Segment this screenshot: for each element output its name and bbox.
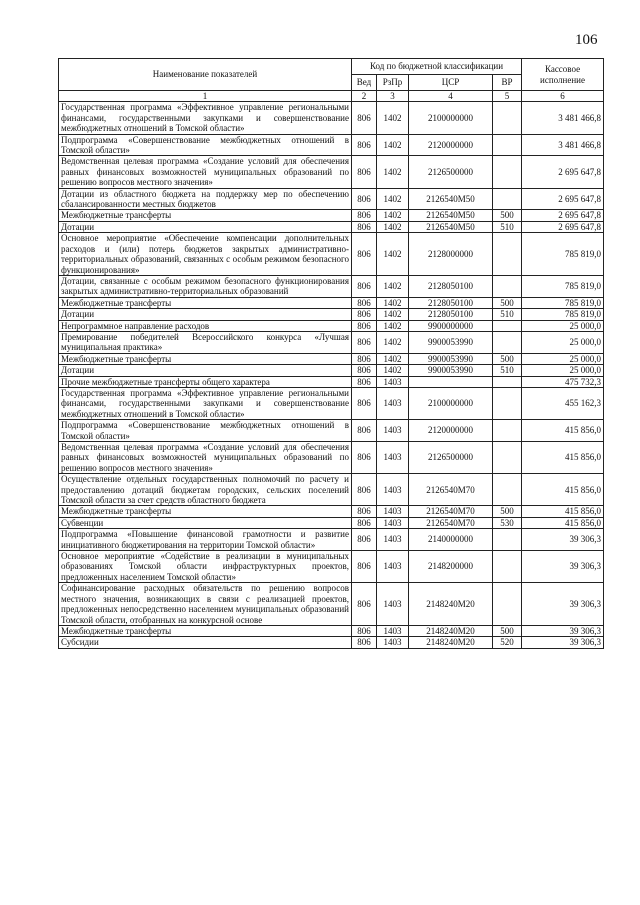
table-row — [59, 625, 604, 636]
row-name: Дотации — [59, 221, 352, 232]
row-csr: 2126540М70 — [409, 517, 493, 528]
row-ved: 806 — [352, 331, 377, 353]
table-row — [59, 442, 604, 474]
table-row — [59, 529, 604, 551]
table-row — [59, 331, 604, 353]
row-vr: 500 — [493, 625, 522, 636]
row-csr: 2148240М20 — [409, 625, 493, 636]
row-ved: 806 — [352, 442, 377, 474]
row-name: Дотации, связанные с особым режимом безопасного функционирования закрытых административно-территориальных образований — [59, 275, 352, 297]
column-number: 5 — [493, 91, 522, 102]
row-name: Государственная программа «Эффективное управление региональными финансами, государственными закупками и совершенствование межбюджетных отношений в Томской области» — [59, 102, 352, 134]
row-name: Софинансирование расходных обязательств по решению вопросов местного значения, возникающих в связи с реализацией проектов, предложенных непосредственно населением муниципальных образований Томской области, отобранных на конкурсной основе — [59, 583, 352, 626]
row-amount: 785 819,0 — [522, 275, 604, 297]
table-row — [59, 506, 604, 517]
row-csr: 2140000000 — [409, 529, 493, 551]
row-amount: 25 000,0 — [522, 365, 604, 376]
row-name: Ведомственная целевая программа «Создание условий для обеспечения равных финансовых возможностей муниципальных образований по решению вопросов местного значения» — [59, 156, 352, 188]
row-name: Подпрограмма «Повышение финансовой грамотности и развитие инициативного бюджетирования на территории Томской области» — [59, 529, 352, 551]
row-csr: 2126540М50 — [409, 210, 493, 221]
row-amount: 2 695 647,8 — [522, 210, 604, 221]
row-vr — [493, 156, 522, 188]
row-amount: 785 819,0 — [522, 309, 604, 320]
row-ved: 806 — [352, 309, 377, 320]
header-name: Наименование показателей — [59, 59, 352, 91]
header-csr: ЦСР — [409, 75, 493, 91]
row-vr — [493, 583, 522, 626]
row-amount: 25 000,0 — [522, 331, 604, 353]
table-row — [59, 353, 604, 364]
row-name: Межбюджетные трансферты — [59, 353, 352, 364]
table-row — [59, 102, 604, 134]
row-name: Премирование победителей Всероссийского конкурса «Лучшая муниципальная практика» — [59, 331, 352, 353]
table-body — [59, 102, 604, 648]
row-rzpr: 1403 — [377, 637, 409, 648]
row-vr — [493, 134, 522, 156]
row-vr: 500 — [493, 353, 522, 364]
row-csr: 2120000000 — [409, 134, 493, 156]
row-csr: 2128000000 — [409, 233, 493, 276]
row-ved: 806 — [352, 188, 377, 210]
row-ved: 806 — [352, 320, 377, 331]
row-rzpr: 1403 — [377, 529, 409, 551]
row-ved: 806 — [352, 637, 377, 648]
row-amount: 3 481 466,8 — [522, 134, 604, 156]
row-rzpr: 1402 — [377, 353, 409, 364]
column-number-row — [59, 91, 604, 102]
budget-table — [58, 58, 604, 649]
row-rzpr: 1403 — [377, 420, 409, 442]
row-name: Государственная программа «Эффективное управление региональными финансами, государственными закупками и совершенствование межбюджетных отношений в Томской области» — [59, 387, 352, 419]
row-name: Прочие межбюджетные трансферты общего характера — [59, 376, 352, 387]
row-vr: 510 — [493, 221, 522, 232]
row-vr — [493, 275, 522, 297]
row-amount: 39 306,3 — [522, 551, 604, 583]
row-vr — [493, 474, 522, 506]
row-vr — [493, 331, 522, 353]
row-amount: 39 306,3 — [522, 583, 604, 626]
row-amount: 2 695 647,8 — [522, 188, 604, 210]
row-csr: 2126540М50 — [409, 188, 493, 210]
row-ved: 806 — [352, 156, 377, 188]
row-csr: 2100000000 — [409, 387, 493, 419]
row-name: Межбюджетные трансферты — [59, 210, 352, 221]
row-vr — [493, 102, 522, 134]
row-ved: 806 — [352, 376, 377, 387]
row-vr — [493, 551, 522, 583]
table-row — [59, 637, 604, 648]
table-row — [59, 420, 604, 442]
row-vr: 510 — [493, 309, 522, 320]
row-rzpr: 1402 — [377, 188, 409, 210]
row-csr: 2126540М50 — [409, 221, 493, 232]
row-vr — [493, 188, 522, 210]
table-row — [59, 474, 604, 506]
row-csr: 2128050100 — [409, 275, 493, 297]
row-name: Подпрограмма «Совершенствование межбюджетных отношений в Томской области» — [59, 420, 352, 442]
row-rzpr: 1402 — [377, 102, 409, 134]
row-ved: 806 — [352, 353, 377, 364]
row-amount: 2 695 647,8 — [522, 156, 604, 188]
row-name: Непрограммное направление расходов — [59, 320, 352, 331]
row-ved: 806 — [352, 583, 377, 626]
table-row — [59, 156, 604, 188]
header-vr: ВР — [493, 75, 522, 91]
row-name: Межбюджетные трансферты — [59, 297, 352, 308]
row-amount: 415 856,0 — [522, 474, 604, 506]
row-amount: 415 856,0 — [522, 517, 604, 528]
row-rzpr: 1403 — [377, 583, 409, 626]
row-rzpr: 1402 — [377, 320, 409, 331]
row-csr: 2100000000 — [409, 102, 493, 134]
row-ved: 806 — [352, 102, 377, 134]
table-header — [59, 59, 604, 102]
row-rzpr: 1403 — [377, 387, 409, 419]
row-vr — [493, 529, 522, 551]
row-name: Дотации из областного бюджета на поддержку мер по обеспечению сбалансированности местных бюджетов — [59, 188, 352, 210]
row-csr: 9900053990 — [409, 331, 493, 353]
row-amount: 39 306,3 — [522, 529, 604, 551]
table-row — [59, 297, 604, 308]
row-vr — [493, 320, 522, 331]
row-rzpr: 1402 — [377, 297, 409, 308]
column-number: 1 — [59, 91, 352, 102]
table-row — [59, 365, 604, 376]
row-rzpr: 1402 — [377, 233, 409, 276]
column-number: 4 — [409, 91, 493, 102]
row-amount: 415 856,0 — [522, 442, 604, 474]
row-rzpr: 1403 — [377, 551, 409, 583]
row-amount: 455 162,3 — [522, 387, 604, 419]
table-row — [59, 233, 604, 276]
row-name: Подпрограмма «Совершенствование межбюджетных отношений в Томской области» — [59, 134, 352, 156]
row-ved: 806 — [352, 275, 377, 297]
row-vr — [493, 233, 522, 276]
table-row — [59, 320, 604, 331]
row-vr — [493, 420, 522, 442]
row-ved: 806 — [352, 506, 377, 517]
row-csr: 2128050100 — [409, 297, 493, 308]
row-rzpr: 1403 — [377, 517, 409, 528]
row-name: Субвенции — [59, 517, 352, 528]
row-name: Межбюджетные трансферты — [59, 506, 352, 517]
row-ved: 806 — [352, 551, 377, 583]
table-row — [59, 275, 604, 297]
row-rzpr: 1403 — [377, 376, 409, 387]
row-name: Осуществление отдельных государственных полномочий по расчету и предоставлению дотаций бюджетам городских, сельских поселений Томской области за счет средств областного бюджета — [59, 474, 352, 506]
row-name: Ведомственная целевая программа «Создание условий для обеспечения равных финансовых возможностей муниципальных образований по решению вопросов местного значения» — [59, 442, 352, 474]
row-rzpr: 1402 — [377, 331, 409, 353]
row-vr — [493, 387, 522, 419]
row-ved: 806 — [352, 517, 377, 528]
row-name: Дотации — [59, 365, 352, 376]
table-row — [59, 188, 604, 210]
table-row — [59, 551, 604, 583]
row-amount: 785 819,0 — [522, 233, 604, 276]
row-name: Субсидии — [59, 637, 352, 648]
row-csr: 2126500000 — [409, 156, 493, 188]
row-rzpr: 1402 — [377, 210, 409, 221]
column-number: 6 — [522, 91, 604, 102]
column-number: 2 — [352, 91, 377, 102]
row-amount: 25 000,0 — [522, 320, 604, 331]
row-ved: 806 — [352, 297, 377, 308]
row-amount: 3 481 466,8 — [522, 102, 604, 134]
row-vr: 500 — [493, 506, 522, 517]
row-vr: 500 — [493, 297, 522, 308]
row-name: Основное мероприятие «Обеспечение компенсации дополнительных расходов и (или) потерь бюджетов закрытых административно-территориальных образований, связанных с особым режимом безопасного функционирования» — [59, 233, 352, 276]
row-vr: 520 — [493, 637, 522, 648]
row-ved: 806 — [352, 221, 377, 232]
column-number: 3 — [377, 91, 409, 102]
row-amount: 39 306,3 — [522, 637, 604, 648]
row-rzpr: 1403 — [377, 474, 409, 506]
row-rzpr: 1402 — [377, 134, 409, 156]
page-number: 106 — [575, 32, 598, 48]
row-amount: 475 732,3 — [522, 376, 604, 387]
row-ved: 806 — [352, 210, 377, 221]
table-row — [59, 517, 604, 528]
row-csr: 2126500000 — [409, 442, 493, 474]
header-rzpr: РзПр — [377, 75, 409, 91]
row-rzpr: 1403 — [377, 625, 409, 636]
row-rzpr: 1402 — [377, 221, 409, 232]
row-csr — [409, 376, 493, 387]
row-vr: 530 — [493, 517, 522, 528]
row-ved: 806 — [352, 365, 377, 376]
row-name: Основное мероприятие «Содействие в реализации в муниципальных образованиях Томской области инфраструктурных проектов, предложенных населением Томской области» — [59, 551, 352, 583]
row-name: Межбюджетные трансферты — [59, 625, 352, 636]
row-rzpr: 1402 — [377, 365, 409, 376]
row-amount: 25 000,0 — [522, 353, 604, 364]
row-rzpr: 1402 — [377, 275, 409, 297]
row-rzpr: 1403 — [377, 506, 409, 517]
row-rzpr: 1402 — [377, 156, 409, 188]
row-csr: 9900053990 — [409, 365, 493, 376]
row-vr — [493, 442, 522, 474]
row-ved: 806 — [352, 233, 377, 276]
row-amount: 415 856,0 — [522, 420, 604, 442]
row-vr: 510 — [493, 365, 522, 376]
row-name: Дотации — [59, 309, 352, 320]
row-rzpr: 1402 — [377, 309, 409, 320]
row-amount: 39 306,3 — [522, 625, 604, 636]
header-amount: Кассовое исполнение — [522, 59, 604, 91]
row-amount: 785 819,0 — [522, 297, 604, 308]
row-csr: 2148240М20 — [409, 583, 493, 626]
row-csr: 2148240М20 — [409, 637, 493, 648]
row-ved: 806 — [352, 529, 377, 551]
row-rzpr: 1403 — [377, 442, 409, 474]
row-csr: 2120000000 — [409, 420, 493, 442]
table-row — [59, 376, 604, 387]
row-vr — [493, 376, 522, 387]
row-amount: 2 695 647,8 — [522, 221, 604, 232]
header-ved: Вед — [352, 75, 377, 91]
table-row — [59, 210, 604, 221]
table-row — [59, 221, 604, 232]
row-csr: 2128050100 — [409, 309, 493, 320]
row-amount: 415 856,0 — [522, 506, 604, 517]
row-csr: 2148200000 — [409, 551, 493, 583]
row-csr: 2126540М70 — [409, 506, 493, 517]
row-ved: 806 — [352, 625, 377, 636]
row-vr: 500 — [493, 210, 522, 221]
table-row — [59, 309, 604, 320]
table-row — [59, 583, 604, 626]
row-ved: 806 — [352, 474, 377, 506]
header-code-group: Код по бюджетной классификации — [352, 59, 522, 75]
row-csr: 2126540М70 — [409, 474, 493, 506]
row-ved: 806 — [352, 387, 377, 419]
row-csr: 9900000000 — [409, 320, 493, 331]
row-ved: 806 — [352, 134, 377, 156]
table-row — [59, 134, 604, 156]
row-ved: 806 — [352, 420, 377, 442]
table-row — [59, 387, 604, 419]
row-csr: 9900053990 — [409, 353, 493, 364]
